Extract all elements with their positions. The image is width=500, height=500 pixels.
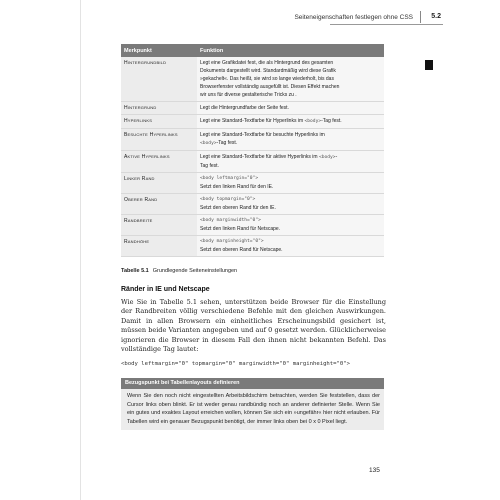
- row-name: Aktive Hyperlinks: [121, 151, 197, 173]
- note-heading: Bezugspunkt bei Tabellenlayouts definieren: [121, 378, 384, 389]
- row-function: Legt eine Standard-Textfarbe für aktive Hyperlinks im <body>- Tag fest.: [197, 151, 384, 173]
- settings-table: [121, 44, 384, 257]
- table-row: [121, 129, 384, 151]
- row-function: <body topmargin="0"> Setzt den oberen Rand für den IE.: [197, 194, 384, 215]
- row-name: Hintergrund: [121, 102, 197, 115]
- table-row: [121, 215, 384, 236]
- page-number: 135: [369, 467, 380, 474]
- section-heading: Ränder in IE und Netscape: [121, 286, 210, 293]
- row-function: <body marginwidth="0"> Setzt den linken Rand für Netscape.: [197, 215, 384, 236]
- row-function: <body leftmargin="0"> Setzt den linken Rand für den IE.: [197, 173, 384, 194]
- row-function: <body marginheight="0"> Setzt den oberen Rand für Netscape.: [197, 236, 384, 257]
- running-header: [294, 8, 443, 25]
- code-example: <body leftmargin="0" topmargin="0" marginwidth="0" marginheight="0">: [121, 361, 351, 367]
- running-title: Seiteneigenschaften festlegen ohne CSS: [294, 14, 413, 21]
- row-name: Randbreite: [121, 215, 197, 236]
- page-edge: [80, 0, 81, 500]
- row-name: Hintergrundbild: [121, 57, 197, 102]
- table-caption: [121, 268, 237, 274]
- table-row: [121, 194, 384, 215]
- row-name: Linker Rand: [121, 173, 197, 194]
- thumb-index-marker: [425, 60, 433, 70]
- table-row: [121, 115, 384, 129]
- body-paragraph: Wie Sie in Tabelle 5.1 sehen, unterstützen beide Browser für die Einstellung der Randbreiten völlig verschiedene Befehle mit den gleichen Auswirkungen. Damit in allen Browsern ein einheitliches Erscheinungsbild gesichert ist, müssen beide Varianten angegeben und auf 0 gesetzt werden. Glücklicherweise ignorieren die Browser in diesem Fall den ihnen nicht bekannten Befehl. Das vollständige Tag lautet:: [121, 298, 386, 354]
- row-function: Legt eine Standard-Textfarbe für Hyperlinks im <body>-Tag fest.: [197, 115, 384, 129]
- table-row: [121, 236, 384, 257]
- caption-text: Grundlegende Seiteneinstellungen: [152, 268, 238, 274]
- row-name: Hyperlinks: [121, 115, 197, 129]
- column-header-funktion: Funktion: [197, 44, 384, 57]
- note-text: Wenn Sie den noch nicht eingestellten Arbeitsbildschirm betrachten, werden Sie feststellen, dass der Cursor links oben blinkt. Er ist weder genau randbündig noch an anderer definierter Stelle. Wenn Sie ein gutes und exaktes Layout erreichen wollen, können Sie sich ein »ungefähr« hier nicht erlauben. Für Tabellen wird ein genauer Bezugspunkt benötigt, der immer links oben bei 0 x 0 Pixel liegt.: [127, 393, 380, 425]
- table-row: [121, 151, 384, 173]
- row-name: Randhöhe: [121, 236, 197, 257]
- header-separator: [420, 11, 421, 23]
- caption-label: Tabelle 5.1: [121, 268, 149, 274]
- table-header-row: [121, 44, 384, 57]
- column-header-merkpunkt: Merkpunkt: [121, 44, 197, 57]
- section-number: 5.2: [431, 13, 441, 20]
- table-row: [121, 173, 384, 194]
- row-name: Oberer Rand: [121, 194, 197, 215]
- note-box: [121, 378, 384, 430]
- table-row: [121, 102, 384, 115]
- row-name: Besuchte Hyperlinks: [121, 129, 197, 151]
- row-function: Legt die Hintergrundfarbe der Seite fest.: [197, 102, 384, 115]
- row-function: Legt eine Standard-Textfarbe für besuchte Hyperlinks im <body>-Tag fest.: [197, 129, 384, 151]
- row-function: Legt eine Grafikdatei fest, die als Hintergrund des gesamten Dokuments dargestellt wird. Standardmäßig wird diese Grafik »gekachelt«. Das heißt, sie wird so lange wiederholt, bis das Browserfenster vollständig ausgefüllt ist. Diesen Effekt machen wir uns für diverse gestalterische Tricks zu .: [197, 57, 384, 102]
- table-row: [121, 57, 384, 102]
